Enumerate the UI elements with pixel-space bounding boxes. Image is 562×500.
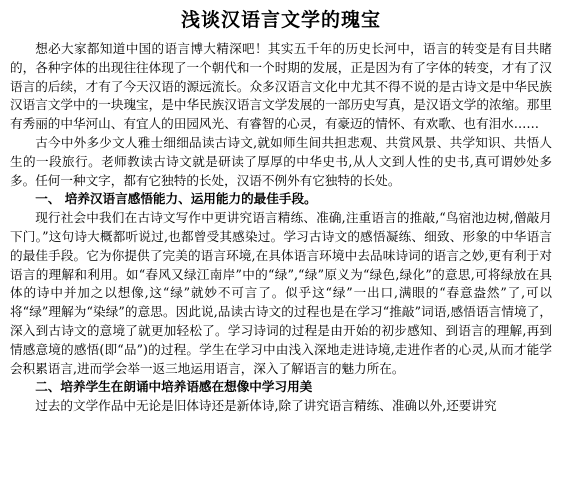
- section-1-heading: 一、 培养汉语言感悟能力、运用能力的最佳手段。: [35, 191, 317, 207]
- section-2-paragraph: 过去的文学作品中无论是旧体诗还是新体诗,除了讲究语言精练、准确以外,还要讲究: [35, 398, 497, 414]
- second-paragraph: 古今中外多少文人雅士细细品读古诗文,就如师生间共担悲观、共赏风景、共学知识、共悟人生的一段旅行。老师教读古诗文就是研读了厚厚的中华史书,从人文到人性的史书,真可谓妙处多多。任何一种文字，都有它独特的长处，汉语不例外有它独特的长处。: [10, 134, 552, 188]
- intro-paragraph: 想必大家都知道中国的语言博大精深吧！其实五千年的历史长河中，语言的转变是有目共睹的，各种字体的出现往往体现了一个朝代和一个时期的发展，正是因为有了字体的转变，才有了汉语言的后续，才有了今天汉语的源远流长。众多汉语言文化中尤其不得不说的是古诗文是中华民族汉语言文学中的一块瑰宝，是中华民族汉语言文学发展的一部历史写真，是汉语文学的浓缩。那里有秀丽的中华河山、有宜人的田园风光、有睿智的心灵，有豪迈的情怀、有欢歌、也有泪水……: [10, 41, 552, 132]
- section-1-paragraph: 现行社会中我们在古诗文写作中更讲究语言精练、准确,注重语言的推敲,“鸟宿池边树,僧敲月下门。”这句诗大概都听说过,也都曾受其感染过。学习古诗文的感悟凝练、细致、形象的中华语言的最佳手段。它为你提供了完美的语言环境,在具体语言环境中去品味诗词的语言之妙,更有利于对语言的理解和利用。如“春风又绿江南岸”中的“绿”,“绿”原义为“绿色,绿化”的意思,可将绿放在具体的诗中并加之以想像,这“绿”就妙不可言了。似乎这“绿”一出口,满眼的“春意盎然”了,可以将“绿”理解为“染绿”的意思。因此说,品读古诗文的过程也是在学习“推敲”词语,感悟语言情境了，深入到古诗文的意境了就更加轻松了。学习诗词的过程是由开始的初步感知、到语言的理解,再到情感意境的感悟(即“品”)的过程。学生在学习中由浅入深地走进诗境,走进作者的心灵,从而才能学会积累语言,进而学会举一返三地运用语言，深入了解语言的魅力所在。: [10, 210, 552, 376]
- section-2-heading: 二、培养学生在朗诵中培养语感在想像中学习用美: [35, 379, 313, 395]
- article-title: 浅谈汉语言文学的瑰宝: [180, 9, 381, 31]
